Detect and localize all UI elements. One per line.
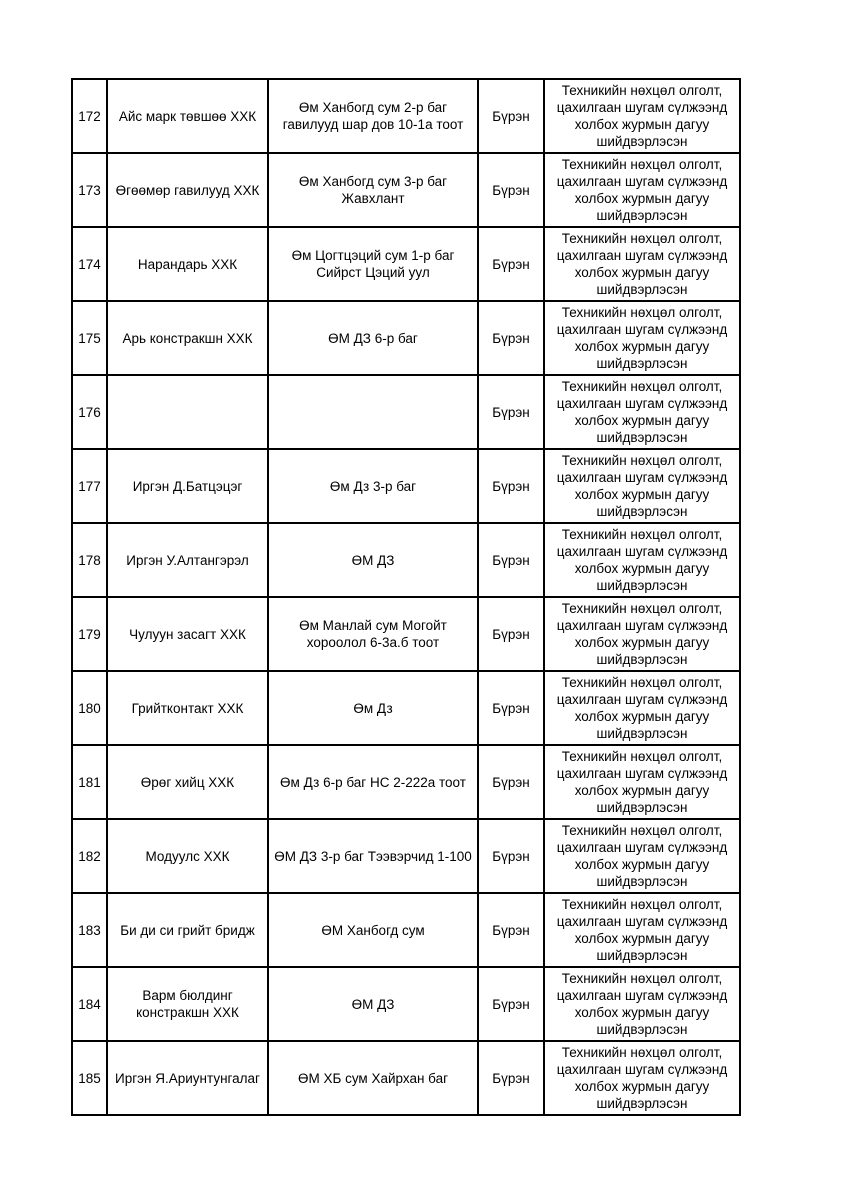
table-row	[72, 597, 740, 671]
cell-number: 176	[72, 375, 107, 449]
cell-address: ӨМ ХБ сум Хайрхан баг	[268, 1041, 478, 1115]
table-row	[72, 967, 740, 1041]
cell-note: Техникийн нөхцөл олголт, цахилгаан шугам сүлжээнд холбох журмын дагуу шийдвэрлэсэн	[544, 375, 740, 449]
table-body	[72, 79, 740, 1115]
cell-status: Бүрэн	[478, 597, 544, 671]
cell-note: Техникийн нөхцөл олголт, цахилгаан шугам сүлжээнд холбох журмын дагуу шийдвэрлэсэн	[544, 819, 740, 893]
table-row	[72, 301, 740, 375]
cell-note: Техникийн нөхцөл олголт, цахилгаан шугам сүлжээнд холбох журмын дагуу шийдвэрлэсэн	[544, 671, 740, 745]
cell-number: 183	[72, 893, 107, 967]
cell-name: Өрөг хийц ХХК	[107, 745, 268, 819]
cell-address: Өм Цогтцэций сум 1-р баг Сийрст Цэций уул	[268, 227, 478, 301]
cell-status: Бүрэн	[478, 893, 544, 967]
cell-address	[268, 375, 478, 449]
table-row	[72, 745, 740, 819]
cell-name: Иргэн У.Алтангэрэл	[107, 523, 268, 597]
cell-status: Бүрэн	[478, 79, 544, 153]
cell-number: 172	[72, 79, 107, 153]
cell-number: 177	[72, 449, 107, 523]
cell-status: Бүрэн	[478, 523, 544, 597]
cell-address: Өм Ханбогд сум 2-р баг гавилууд шар дов 10-1а тоот	[268, 79, 478, 153]
cell-name: Нарандарь ХХК	[107, 227, 268, 301]
table-row	[72, 153, 740, 227]
cell-address: ӨМ ДЗ	[268, 523, 478, 597]
cell-note: Техникийн нөхцөл олголт, цахилгаан шугам сүлжээнд холбох журмын дагуу шийдвэрлэсэн	[544, 1041, 740, 1115]
cell-note: Техникийн нөхцөл олголт, цахилгаан шугам сүлжээнд холбох журмын дагуу шийдвэрлэсэн	[544, 523, 740, 597]
cell-name: Өгөөмөр гавилууд ХХК	[107, 153, 268, 227]
cell-number: 179	[72, 597, 107, 671]
cell-address: ӨМ ДЗ 3-р баг Тээвэрчид 1-100	[268, 819, 478, 893]
table-row	[72, 893, 740, 967]
table-row	[72, 671, 740, 745]
cell-note: Техникийн нөхцөл олголт, цахилгаан шугам сүлжээнд холбох журмын дагуу шийдвэрлэсэн	[544, 597, 740, 671]
cell-status: Бүрэн	[478, 153, 544, 227]
cell-name: Грийтконтакт ХХК	[107, 671, 268, 745]
cell-number: 175	[72, 301, 107, 375]
cell-name	[107, 375, 268, 449]
cell-number: 181	[72, 745, 107, 819]
cell-status: Бүрэн	[478, 375, 544, 449]
cell-name: Айс марк төвшөө ХХК	[107, 79, 268, 153]
cell-address: ӨМ ДЗ	[268, 967, 478, 1041]
cell-status: Бүрэн	[478, 671, 544, 745]
cell-name: Модуулс ХХК	[107, 819, 268, 893]
cell-status: Бүрэн	[478, 745, 544, 819]
approvals-table	[71, 78, 741, 1116]
cell-address: Өм Дз	[268, 671, 478, 745]
table-row	[72, 79, 740, 153]
cell-note: Техникийн нөхцөл олголт, цахилгаан шугам сүлжээнд холбох журмын дагуу шийдвэрлэсэн	[544, 301, 740, 375]
table-row	[72, 375, 740, 449]
cell-number: 180	[72, 671, 107, 745]
table-row	[72, 227, 740, 301]
cell-number: 178	[72, 523, 107, 597]
cell-address: ӨМ ДЗ 6-р баг	[268, 301, 478, 375]
cell-status: Бүрэн	[478, 1041, 544, 1115]
cell-status: Бүрэн	[478, 449, 544, 523]
cell-number: 173	[72, 153, 107, 227]
cell-note: Техникийн нөхцөл олголт, цахилгаан шугам сүлжээнд холбох журмын дагуу шийдвэрлэсэн	[544, 79, 740, 153]
cell-name: Арь констракшн ХХК	[107, 301, 268, 375]
cell-note: Техникийн нөхцөл олголт, цахилгаан шугам сүлжээнд холбох журмын дагуу шийдвэрлэсэн	[544, 449, 740, 523]
cell-note: Техникийн нөхцөл олголт, цахилгаан шугам сүлжээнд холбох журмын дагуу шийдвэрлэсэн	[544, 153, 740, 227]
cell-name: Чулуун засагт ХХК	[107, 597, 268, 671]
cell-status: Бүрэн	[478, 967, 544, 1041]
table-row	[72, 523, 740, 597]
cell-address: Өм Дз 3-р баг	[268, 449, 478, 523]
cell-note: Техникийн нөхцөл олголт, цахилгаан шугам сүлжээнд холбох журмын дагуу шийдвэрлэсэн	[544, 967, 740, 1041]
table-row	[72, 449, 740, 523]
cell-number: 184	[72, 967, 107, 1041]
cell-address: Өм Дз 6-р баг НС 2-222а тоот	[268, 745, 478, 819]
cell-number: 185	[72, 1041, 107, 1115]
cell-address: ӨМ Ханбогд сум	[268, 893, 478, 967]
cell-status: Бүрэн	[478, 819, 544, 893]
cell-address: Өм Манлай сум Могойт хороолол 6-3а.б тоот	[268, 597, 478, 671]
cell-name: Варм бюлдинг констракшн ХХК	[107, 967, 268, 1041]
table-row	[72, 819, 740, 893]
cell-address: Өм Ханбогд сум 3-р баг Жавхлант	[268, 153, 478, 227]
cell-note: Техникийн нөхцөл олголт, цахилгаан шугам сүлжээнд холбох журмын дагуу шийдвэрлэсэн	[544, 745, 740, 819]
cell-number: 174	[72, 227, 107, 301]
cell-name: Иргэн Д.Батцэцэг	[107, 449, 268, 523]
cell-note: Техникийн нөхцөл олголт, цахилгаан шугам сүлжээнд холбох журмын дагуу шийдвэрлэсэн	[544, 893, 740, 967]
cell-note: Техникийн нөхцөл олголт, цахилгаан шугам сүлжээнд холбох журмын дагуу шийдвэрлэсэн	[544, 227, 740, 301]
cell-status: Бүрэн	[478, 227, 544, 301]
cell-number: 182	[72, 819, 107, 893]
cell-status: Бүрэн	[478, 301, 544, 375]
cell-name: Иргэн Я.Ариунтунгалаг	[107, 1041, 268, 1115]
table-row	[72, 1041, 740, 1115]
cell-name: Би ди си грийт бридж	[107, 893, 268, 967]
